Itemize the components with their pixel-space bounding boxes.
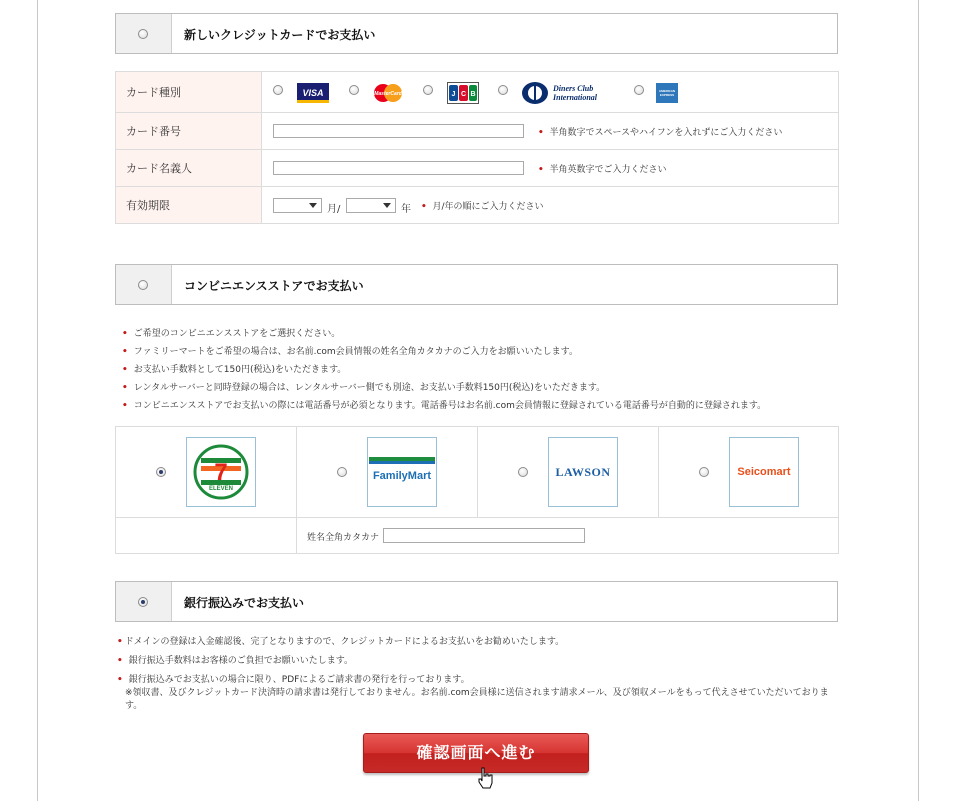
card-holder-field [262,150,839,187]
svg-text:International: International [553,93,598,102]
kana-name-label: 姓名全角カタカナ [307,533,380,543]
card-holder-note: • 半角英数字でご入力ください [538,165,667,175]
list-item [117,687,829,700]
note-text: コンビニエンスストアでお支払いの際には電話番号が必須となります。電話番号はお名前.com会員情報に登録されている電話番号が自動的に登録されます。 [133,401,767,411]
note-text: ドメインの登録は入金確認後、完了となりますので、クレジットカードによるお支払いをお勧めいたします。 [124,637,565,647]
convenience-notes [122,325,766,415]
credit-card-radio[interactable] [138,29,148,39]
year-unit: 年 [401,204,411,215]
visa-logo: VISA [297,83,329,103]
note-text: す。 [125,701,143,711]
amex-logo: AMERICAN EXPRESS [656,83,678,103]
list-item: • お支払い手数料として150円(税込)をいただきます。 [122,365,347,375]
convenience-radio-cell [116,265,172,304]
mastercard-logo [371,83,405,103]
svg-text:Diners Club: Diners Club [553,84,594,93]
credit-card-form [115,71,839,224]
expiry-note-text: 月/年の順にご入力ください [432,202,544,212]
list-item: • 銀行振込手数料はお客様のご負担でお願いいたします。 [117,656,354,666]
diners-radio[interactable] [498,85,508,95]
convenience-store-grid [115,426,839,554]
bank-notes [117,633,829,713]
card-number-note-text: 半角数字でスペースやハイフンを入れずにご入力ください [549,128,783,138]
page-frame-right [918,0,919,801]
seven-eleven-logo [186,437,256,507]
card-number-note: • 半角数字でスペースやハイフンを入れずにご入力ください [538,128,783,138]
confirm-button[interactable]: 確認画面へ進む [363,733,589,773]
diners-logo [521,81,605,105]
bank-radio[interactable] [138,597,148,607]
jcb-radio[interactable] [423,85,433,95]
familymart-icon [369,457,435,487]
familymart-radio[interactable] [337,467,347,477]
bank-section-title: 銀行振込みでお支払い [184,596,305,610]
card-type-label: カード種別 [116,72,262,113]
amex-radio[interactable] [634,85,644,95]
convenience-section-header[interactable] [115,264,838,305]
kana-name-input[interactable] [383,528,585,543]
svg-text:C: C [460,91,467,98]
svg-text:ELEVEN: ELEVEN [208,486,234,492]
svg-text:7: 7 [214,459,228,486]
expiry-note: • 月/年の順にご入力ください [421,202,544,212]
card-holder-label: カード名義人 [116,150,262,187]
store-cell-familymart[interactable] [297,427,478,517]
store-cell-seicomart[interactable] [659,427,838,517]
card-number-label: カード番号 [116,113,262,150]
list-item: • 銀行振込みでお支払いの場合に限り、PDFによるご請求書の発行を行っております。 [117,675,470,685]
note-text: 銀行振込手数料はお客様のご負担でお願いいたします。 [128,656,354,666]
page-frame-left [37,0,38,801]
familymart-logo [367,437,437,507]
kana-row-spacer [116,518,297,554]
note-text: ※領収書、及びクレジットカード決済時の請求書は発行しておりません。お名前.com会員様に送信されます請求メール、及び領収メールをもって代えさせていただいておりま [125,688,829,698]
jcb-logo [447,82,479,104]
card-number-input[interactable] [273,124,524,138]
note-text: ご希望のコンビニエンスストアをご選択ください。 [133,329,341,339]
svg-text:FamilyMart: FamilyMart [372,470,432,482]
visa-radio[interactable] [273,85,283,95]
credit-radio-cell [116,14,172,53]
bank-section-header[interactable] [115,581,838,622]
expiry-label: 有効期限 [116,187,262,224]
convenience-section-title: コンビニエンスストアでお支払い [184,279,364,293]
kana-name-row [116,517,838,554]
diners-icon [521,81,605,105]
expiry-month-select[interactable] [273,198,322,213]
note-text: お支払い手数料として150円(税込)をいただきます。 [133,365,347,375]
bank-radio-cell [116,582,172,621]
card-holder-input[interactable] [273,161,524,175]
card-type-field [262,72,839,113]
store-cell-lawson[interactable] [478,427,659,517]
svg-text:J: J [451,91,456,98]
store-cell-seven-eleven[interactable] [116,427,297,517]
chevron-down-icon [383,203,391,208]
card-number-field [262,113,839,150]
mastercard-radio[interactable] [349,85,359,95]
seven-eleven-radio[interactable] [156,467,166,477]
note-text: ファミリーマートをご希望の場合は、お名前.com会員情報の姓名全角カタカナのご入力をお願いいたします。 [133,347,578,357]
credit-card-section-title: 新しいクレジットカードでお支払い [184,28,376,42]
list-item: • ご希望のコンビニエンスストアをご選択ください。 [122,329,341,339]
svg-text:B: B [470,91,476,98]
list-item: • ドメインの登録は入金確認後、完了となりますので、クレジットカードによるお支払いをお勧めいたします。 [117,637,565,647]
lawson-logo: LAWSON [548,437,618,507]
list-item [117,700,829,713]
credit-card-section-header[interactable] [115,13,838,54]
pointer-cursor-icon [476,767,496,791]
expiry-year-select[interactable] [346,198,396,213]
seven-eleven-icon [191,442,251,502]
note-text: レンタルサーバーと同時登録の場合は、レンタルサーバー側でも別途、お支払い手数料150円(税込)をいただきます。 [133,383,606,393]
convenience-radio[interactable] [138,280,148,290]
jcb-icon [448,83,478,103]
mastercard-icon [371,83,405,103]
list-item: • レンタルサーバーと同時登録の場合は、レンタルサーバー側でも別途、お支払い手数料150円(税込)をいただきます。 [122,383,606,393]
seicomart-logo: Seicomart [729,437,799,507]
svg-text:MasterCard: MasterCard [374,91,402,97]
month-unit: 月/ [327,204,341,215]
card-holder-note-text: 半角英数字でご入力ください [549,165,667,175]
expiry-field [262,187,839,224]
lawson-radio[interactable] [518,467,528,477]
chevron-down-icon [309,203,317,208]
list-item: • ファミリーマートをご希望の場合は、お名前.com会員情報の姓名全角カタカナのご入力をお願いいたします。 [122,347,578,357]
list-item: • コンビニエンスストアでお支払いの際には電話番号が必須となります。電話番号はお名前.com会員情報に登録されている電話番号が自動的に登録されます。 [122,401,767,411]
note-text: 銀行振込みでお支払いの場合に限り、PDFによるご請求書の発行を行っております。 [128,675,470,685]
seicomart-radio[interactable] [699,467,709,477]
